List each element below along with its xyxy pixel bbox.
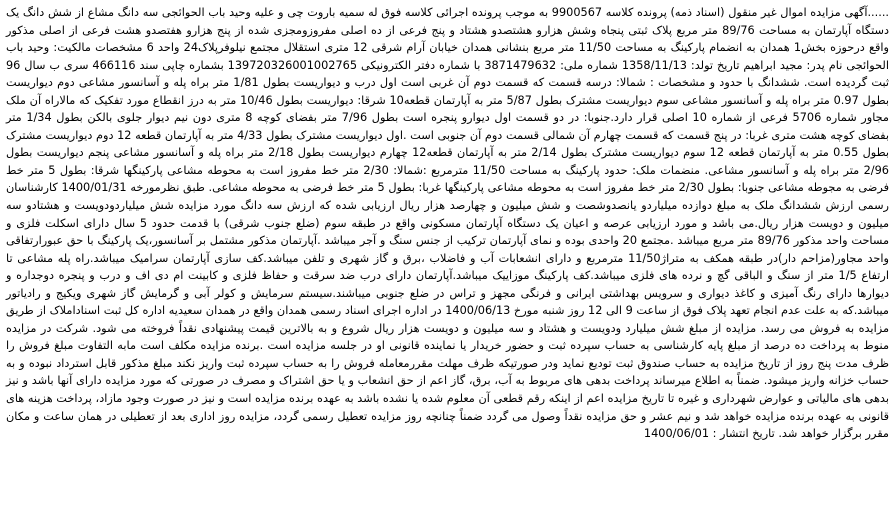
publish-date-label: تاریخ انتشار :	[712, 427, 775, 441]
notice-body: الحوائجی سه دانگ مشاع از شش دانگ یک دستگاه آپارتمان به مساحت 89/76 متر مربع پلاک ثبتی پنجاه وشش هزارو هشتصدو هشتاد و پنج فرعی از ده اصلی مفروزومجزی شده از پنج هزارو هفتصدو هشت فرعی از اصلی مذکور واقع درحوزه بخش1 همدان به انضمام پارکینگ به مساحت 11/50 متر مربع بنشانی همدان خیابان آرام شرقی 12 متری استقلال مجتمع نیلوفرپلاک24 واحد 6 مشخصات مالکیت: وحید باب الحوائجی نام پدر: مجید ابراهیم تاریخ تولد: 1358/11/13 شماره ملی: 3871479632 با شماره دفتر الکترونیکی 139720326001002765 بشماره چاپی سند 466116 سری ب سال 96 ثبت گردیده است. ششدانگ با حدود و مشخصات : شمالا: درسه قسمت که قسمت دوم آن غربی است اول درب و دیواریست بطول 1/81 متر براه پله و آسانسور مشاعی دوم دیواریست بطول 0.97 متر براه پله و آسانسور مشاعی سوم دیواریست مشترک بطول 5/87 متر به آپارتمان قطعه10 شرقا: دیواریست بطول 10/46 متر به درز انقطاع مورد تفکیک که مالاراه آن ملک مجاور شماره 5706 فرعی از شماره 10 اصلی قرار دارد.جنوبا: در دو قسمت اول دیوارو پنجره است بطول 7/96 متر بفضای کوچه 8 متری دون نیم دیوار جلوی بالکن بطول 1/34 متر بفضای کوچه هشت متری غربا: در پنج قسمت که قسمت چهارم آن شمالی قسمت دوم آن جنوبی است .اول دیواریست مشترک بطول 4/33 متر به آپارتمان قطعه 12 دوم دیواریست مشترک بطول 0.55 متر به آپارتمان قطعه 12 سوم دیواریست مشترک بطول 2/14 متر به آپارتمان قطعه12 چهارم دیواریست بطول 2/18 متر براه پله و آسانسور مشاعی پنجم دیواریست بطول 2/96 متر براه پله و آسانسور مشاعی. منضمات ملک: حدود پارکینگ به مساحت 11/50 مترمربع :شمالا: 2/30 متر خط مفروز است به محوطه مشاعی پارکینگها شرقا: بطول 5 متر خط فرضی به مجوطه مشاعی جنوبا: بطول 2/30 متر خط مفروز است به محوطه مشاعی پارکینگها غربا: بطول 5 متر خط فرضی به محوطه مشاعی. طبق نظرمورخه 1400/01/31 کارشناسان رسمی ارزش ششدانگ ملک به مبلغ دوازده میلیاردو یانصدوشصت و شش میلیون و چهارصد هزار ریال ارزیابی شده که ارزش سه دانگ مورد مزایده شش میلیاردودویست و هشتادو سه میلیون و دویست هزار ریال.می باشد و مورد ارزیابی عرصه و اعیان یک دستگاه آپارتمان مسکونی واقع در طبقه سوم (ضلع جنوب شرقی) با قدمت حدود 5 سال دارای اسکلت فلزی و مساحت واحد مذکور 89/76 متر مربع میباشد .مجتمع 20 واحدی بوده و نمای آپارتمان ترکیب از جنس سنگ و آجر میباشد .آپارتمان مذکور مشتمل بر آسانسور،یک پارکینگ با حق عبورارتفاقی واحد مجاور(مزاحم دار)در طبقه همکف به متراژ11/50 مترمربع و دارای انشعابات آب و فاضلاب ،برق و گاز شهری و تلفن میباشد.کف سازی آپارتمان سرامیک میباشد.راه پله مشاعی تا ارتفاع 1/5 متر از سنگ و الباقی گچ و نرده های فلزی میباشد.کف پارکینگ موزاییک میباشد.آپارتمان دارای درب ضد سرقت و حفاظ فلزی و کابینت ام دی اف و درب و پنجره دوجداره و دیوارها دارای رنگ آمیزی و کاغذ دیواری و سرویس بهداشتی ایرانی و فرنگی مجهز و تراس در ضلع جنوبی میباشند.سیستم سرمایش و کولر آبی و گرمایش گاز شهری ویکیج و رادیاتور میباشد.که به علت عدم انجام تعهد پلاک فوق از ساعت 9 الی 12 روز شنبه مورخ 1400/06/13 در اداره اجرای اسناد رسمی همدان واقع در همدان سعیدیه اداره کل ثبت اسناداملاک از طریق مزایده به فروش می رسد. مزایده از مبلغ شش میلیارد ودویست و هشتاد و سه میلیون و دویست هزار ریال شروع و به بالاترین قیمت پیشنهادی نقداً فروخته می شود. شرکت در مزایده منوط به پرداخت ده درصد از مبلغ پایه کارشناسی به حساب سپرده ثبت و حضور خریدار یا نماینده قانونی او در جلسه مزایده است .برنده مزایده مکلف است مابه التفاوت مبلغ فروش را ظرف مدت پنج روز از تاریخ مزایده به حساب صندوق ثبت تودیع نماید ودر صورتیکه ظرف مهلت مقررمعامله فروش را به حساب سپرده ثبت واریز نکند مبلغ مذکور قابل استرداد نبوده و به حساب خزانه واریز میشود. ضمناً به اطلاع میرساند پرداخت بدهی های مربوط به آب، برق، گاز اعم از حق انشعاب و یا حق اشتراک و مصرف در صورتی که مورد مزایده دارای آنها باشد و نیز بدهی های مالیاتی و عوارض شهرداری و غیره تا تاریخ مزایده اعم از اینکه رقم قطعی آن معلوم شده یا نشده باشد به عهده برنده مزایده است و نیز در صورت وجود مازاد، پرداخت هزینه های قانونی به عهده برنده مزایده خواهد شد و نیم عشر و حق مزایده نقداً وصول می گردد ضمناً چنانچه روز مزایده تعطیل رسمی گردد، مزایده روز اداری بعد از تعطیلی در همان ساعت و مکان مقرر برگزار خواهد شد.	[6, 6, 890, 441]
publish-date-value: 1400/06/01	[643, 427, 710, 441]
notice-text	[6, 4, 889, 443]
notice-heading: ......آگهی مزایده اموال غیر منقول (اسناد ذمه) پرونده کلاسه 9900567 به موجب پرونده اجرائی کلاسه فوق له سمیه باروت چی و علیه وحید باب	[208, 6, 889, 19]
